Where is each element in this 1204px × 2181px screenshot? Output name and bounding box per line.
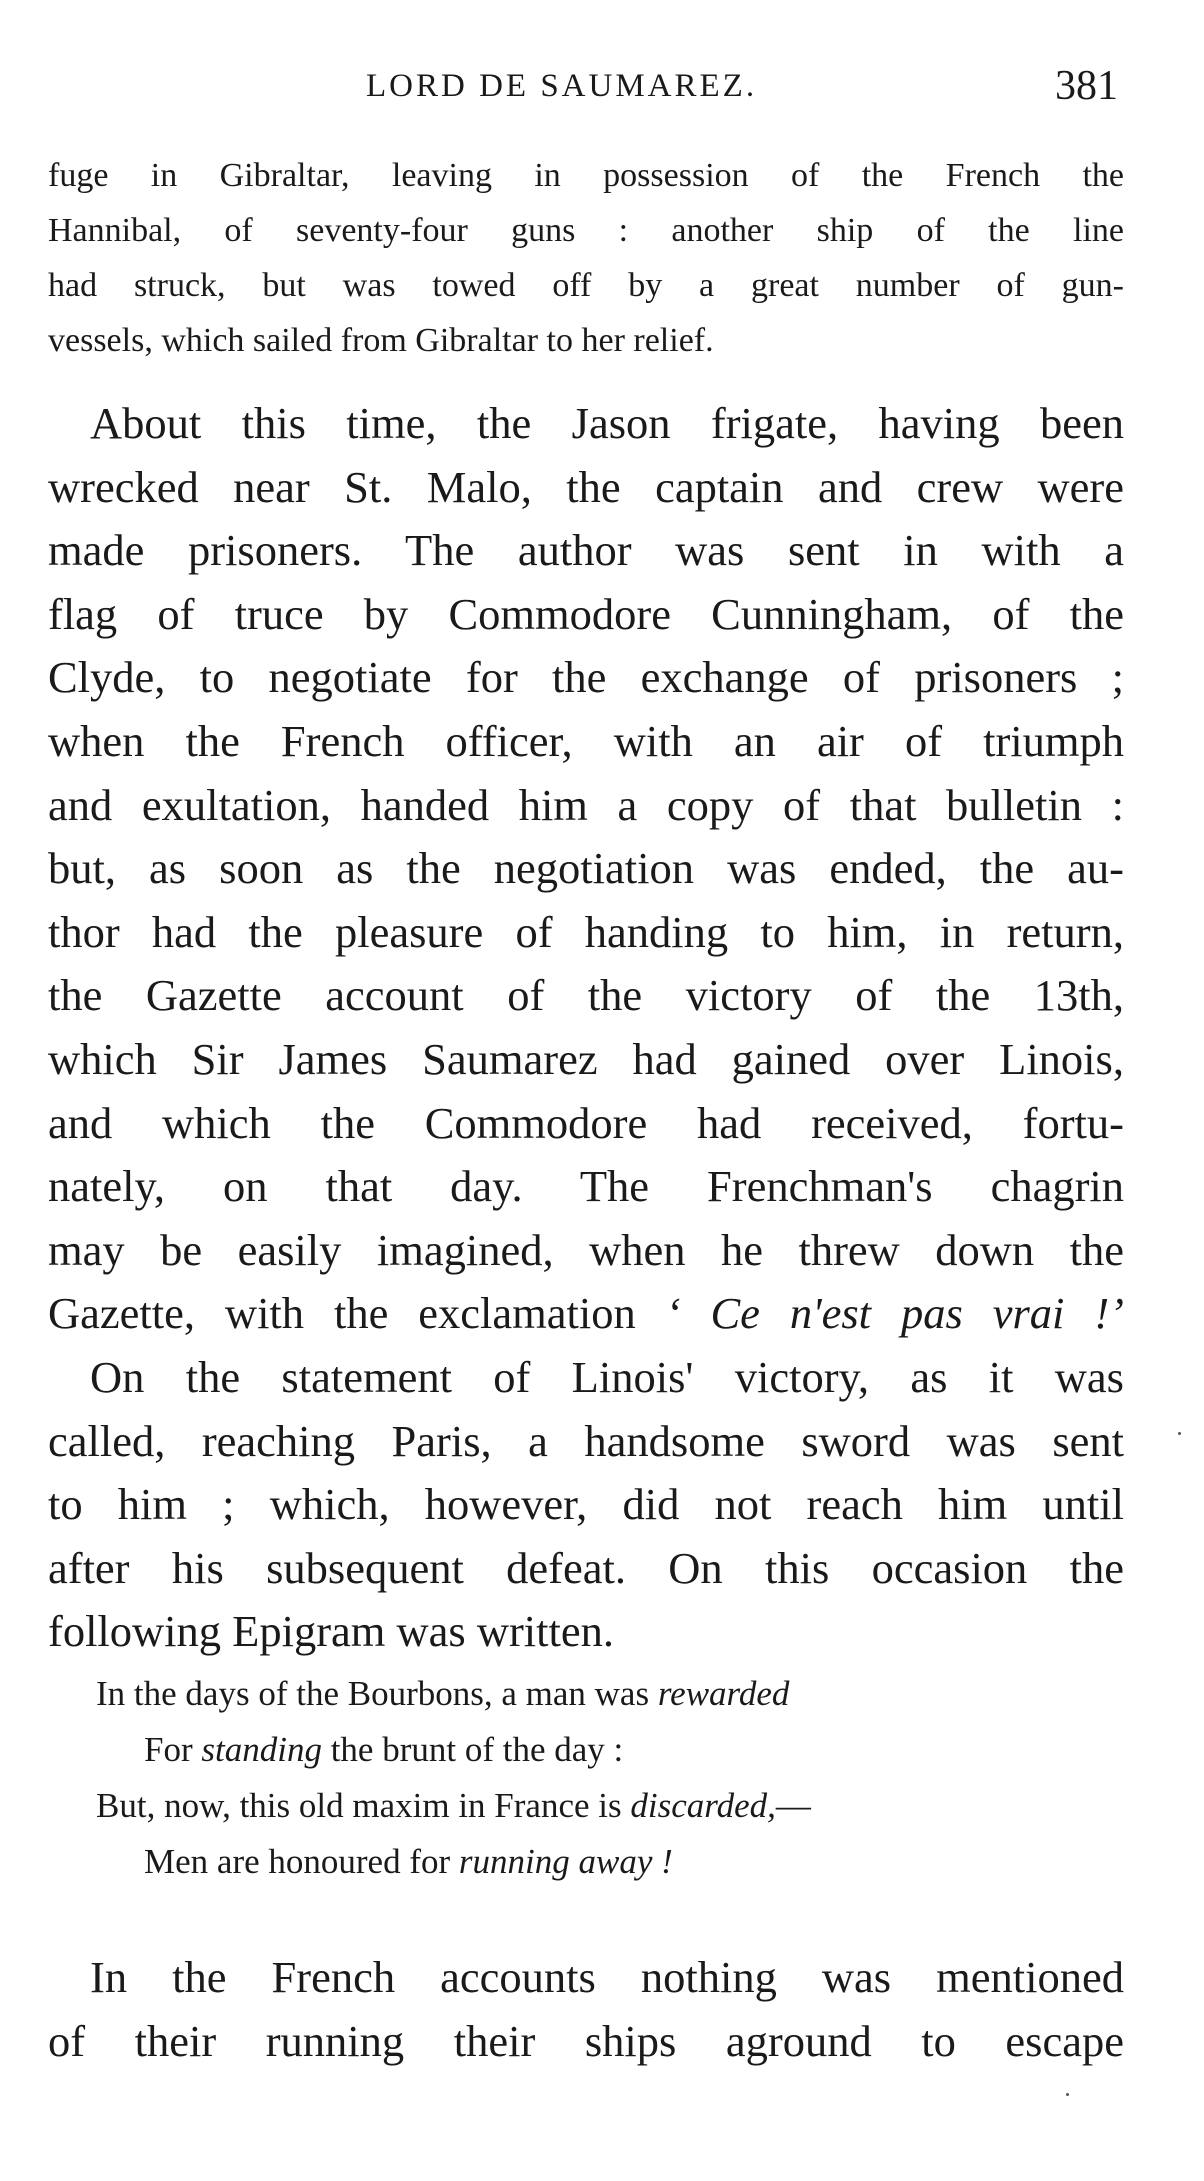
footnote-continuation bbox=[48, 148, 1124, 368]
scan-speck bbox=[1066, 2093, 1069, 2096]
epigram-text: — bbox=[775, 1786, 811, 1825]
paragraph-line: nately, on that day. The Frenchman's chagrin bbox=[48, 1161, 1124, 1212]
footnote-line: fuge in Gibraltar, leaving in possession of the French the bbox=[48, 157, 1124, 194]
paragraph-line-text: Gazette, with the exclamation bbox=[48, 1288, 666, 1339]
running-head: LORD DE SAUMAREZ. bbox=[366, 68, 758, 104]
epigram-text: But, now, this old maxim in France is bbox=[96, 1786, 631, 1825]
page-header bbox=[48, 63, 1124, 118]
paragraph-line: when the French officer, with an air of triumph bbox=[48, 715, 1124, 766]
epigram-line bbox=[48, 1778, 1124, 1834]
paragraph-line: which Sir James Saumarez had gained over Linois, bbox=[48, 1033, 1124, 1084]
paragraph-line-last bbox=[48, 1282, 1124, 1346]
paragraph-line: to him ; which, however, did not reach him until bbox=[48, 1479, 1124, 1530]
epigram-italic: standing bbox=[201, 1730, 322, 1769]
paragraph-line: after his subsequent defeat. On this occasion the bbox=[48, 1542, 1124, 1593]
paragraph-line: On the statement of Linois' victory, as it was bbox=[90, 1352, 1124, 1402]
page-number: 381 bbox=[1055, 63, 1118, 109]
epigram-text: the brunt of the day : bbox=[321, 1730, 624, 1769]
epigram-text: In the days of the Bourbons, a man was bbox=[96, 1674, 658, 1713]
epigram-text: For bbox=[144, 1730, 202, 1769]
paragraph-line: About this time, the Jason frigate, having been bbox=[90, 398, 1124, 448]
footnote-line: vessels, which sailed from Gibraltar to her relief. bbox=[48, 322, 714, 359]
epigram bbox=[48, 1666, 1124, 1890]
paragraph-line: the Gazette account of the victory of the 13th, bbox=[48, 970, 1124, 1021]
footnote-line: had struck, but was towed off by a great number of gun- bbox=[48, 267, 1124, 304]
epigram-italic: running away ! bbox=[458, 1842, 673, 1881]
paragraph-line: made prisoners. The author was sent in with a bbox=[48, 525, 1124, 576]
epigram-text: Men are honoured for bbox=[144, 1842, 459, 1881]
scan-speck bbox=[1178, 1432, 1181, 1435]
epigram-italic: rewarded bbox=[657, 1674, 790, 1713]
paragraph-line: may be easily imagined, when he threw down the bbox=[48, 1224, 1124, 1275]
paragraph-line: following Epigram was written. bbox=[48, 1606, 615, 1657]
paragraph-line: Clyde, to negotiate for the exchange of prisoners ; bbox=[48, 652, 1124, 703]
paragraph-line: of their running their ships aground to escape bbox=[48, 2015, 1124, 2066]
footnote-line: Hannibal, of seventy-four guns : another ship of the line bbox=[48, 212, 1124, 249]
paragraph-line: thor had the pleasure of handing to him, in return, bbox=[48, 906, 1124, 957]
paragraph-french-accounts bbox=[48, 1946, 1124, 2073]
paragraph-line: wrecked near St. Malo, the captain and crew were bbox=[48, 461, 1124, 512]
paragraph-line: and which the Commodore had received, fortu- bbox=[48, 1097, 1124, 1148]
french-exclamation: ‘ Ce n'est pas vrai !’ bbox=[665, 1288, 1124, 1339]
epigram-line bbox=[48, 1722, 1124, 1778]
paragraph-linois-sword bbox=[48, 1346, 1124, 1664]
paragraph-line: and exultation, handed him a copy of that bulletin : bbox=[48, 779, 1124, 830]
paragraph-line: In the French accounts nothing was mentioned bbox=[90, 1952, 1124, 2002]
paragraph-line: called, reaching Paris, a handsome sword was sent bbox=[48, 1415, 1124, 1466]
epigram-line bbox=[48, 1666, 1124, 1722]
epigram-line bbox=[48, 1834, 1124, 1890]
paragraph-line: flag of truce by Commodore Cunningham, of the bbox=[48, 588, 1124, 639]
epigram-italic: discarded, bbox=[630, 1786, 776, 1825]
paragraph-jason-frigate bbox=[48, 392, 1124, 1346]
paragraph-line: but, as soon as the negotiation was ended, the au- bbox=[48, 843, 1124, 894]
